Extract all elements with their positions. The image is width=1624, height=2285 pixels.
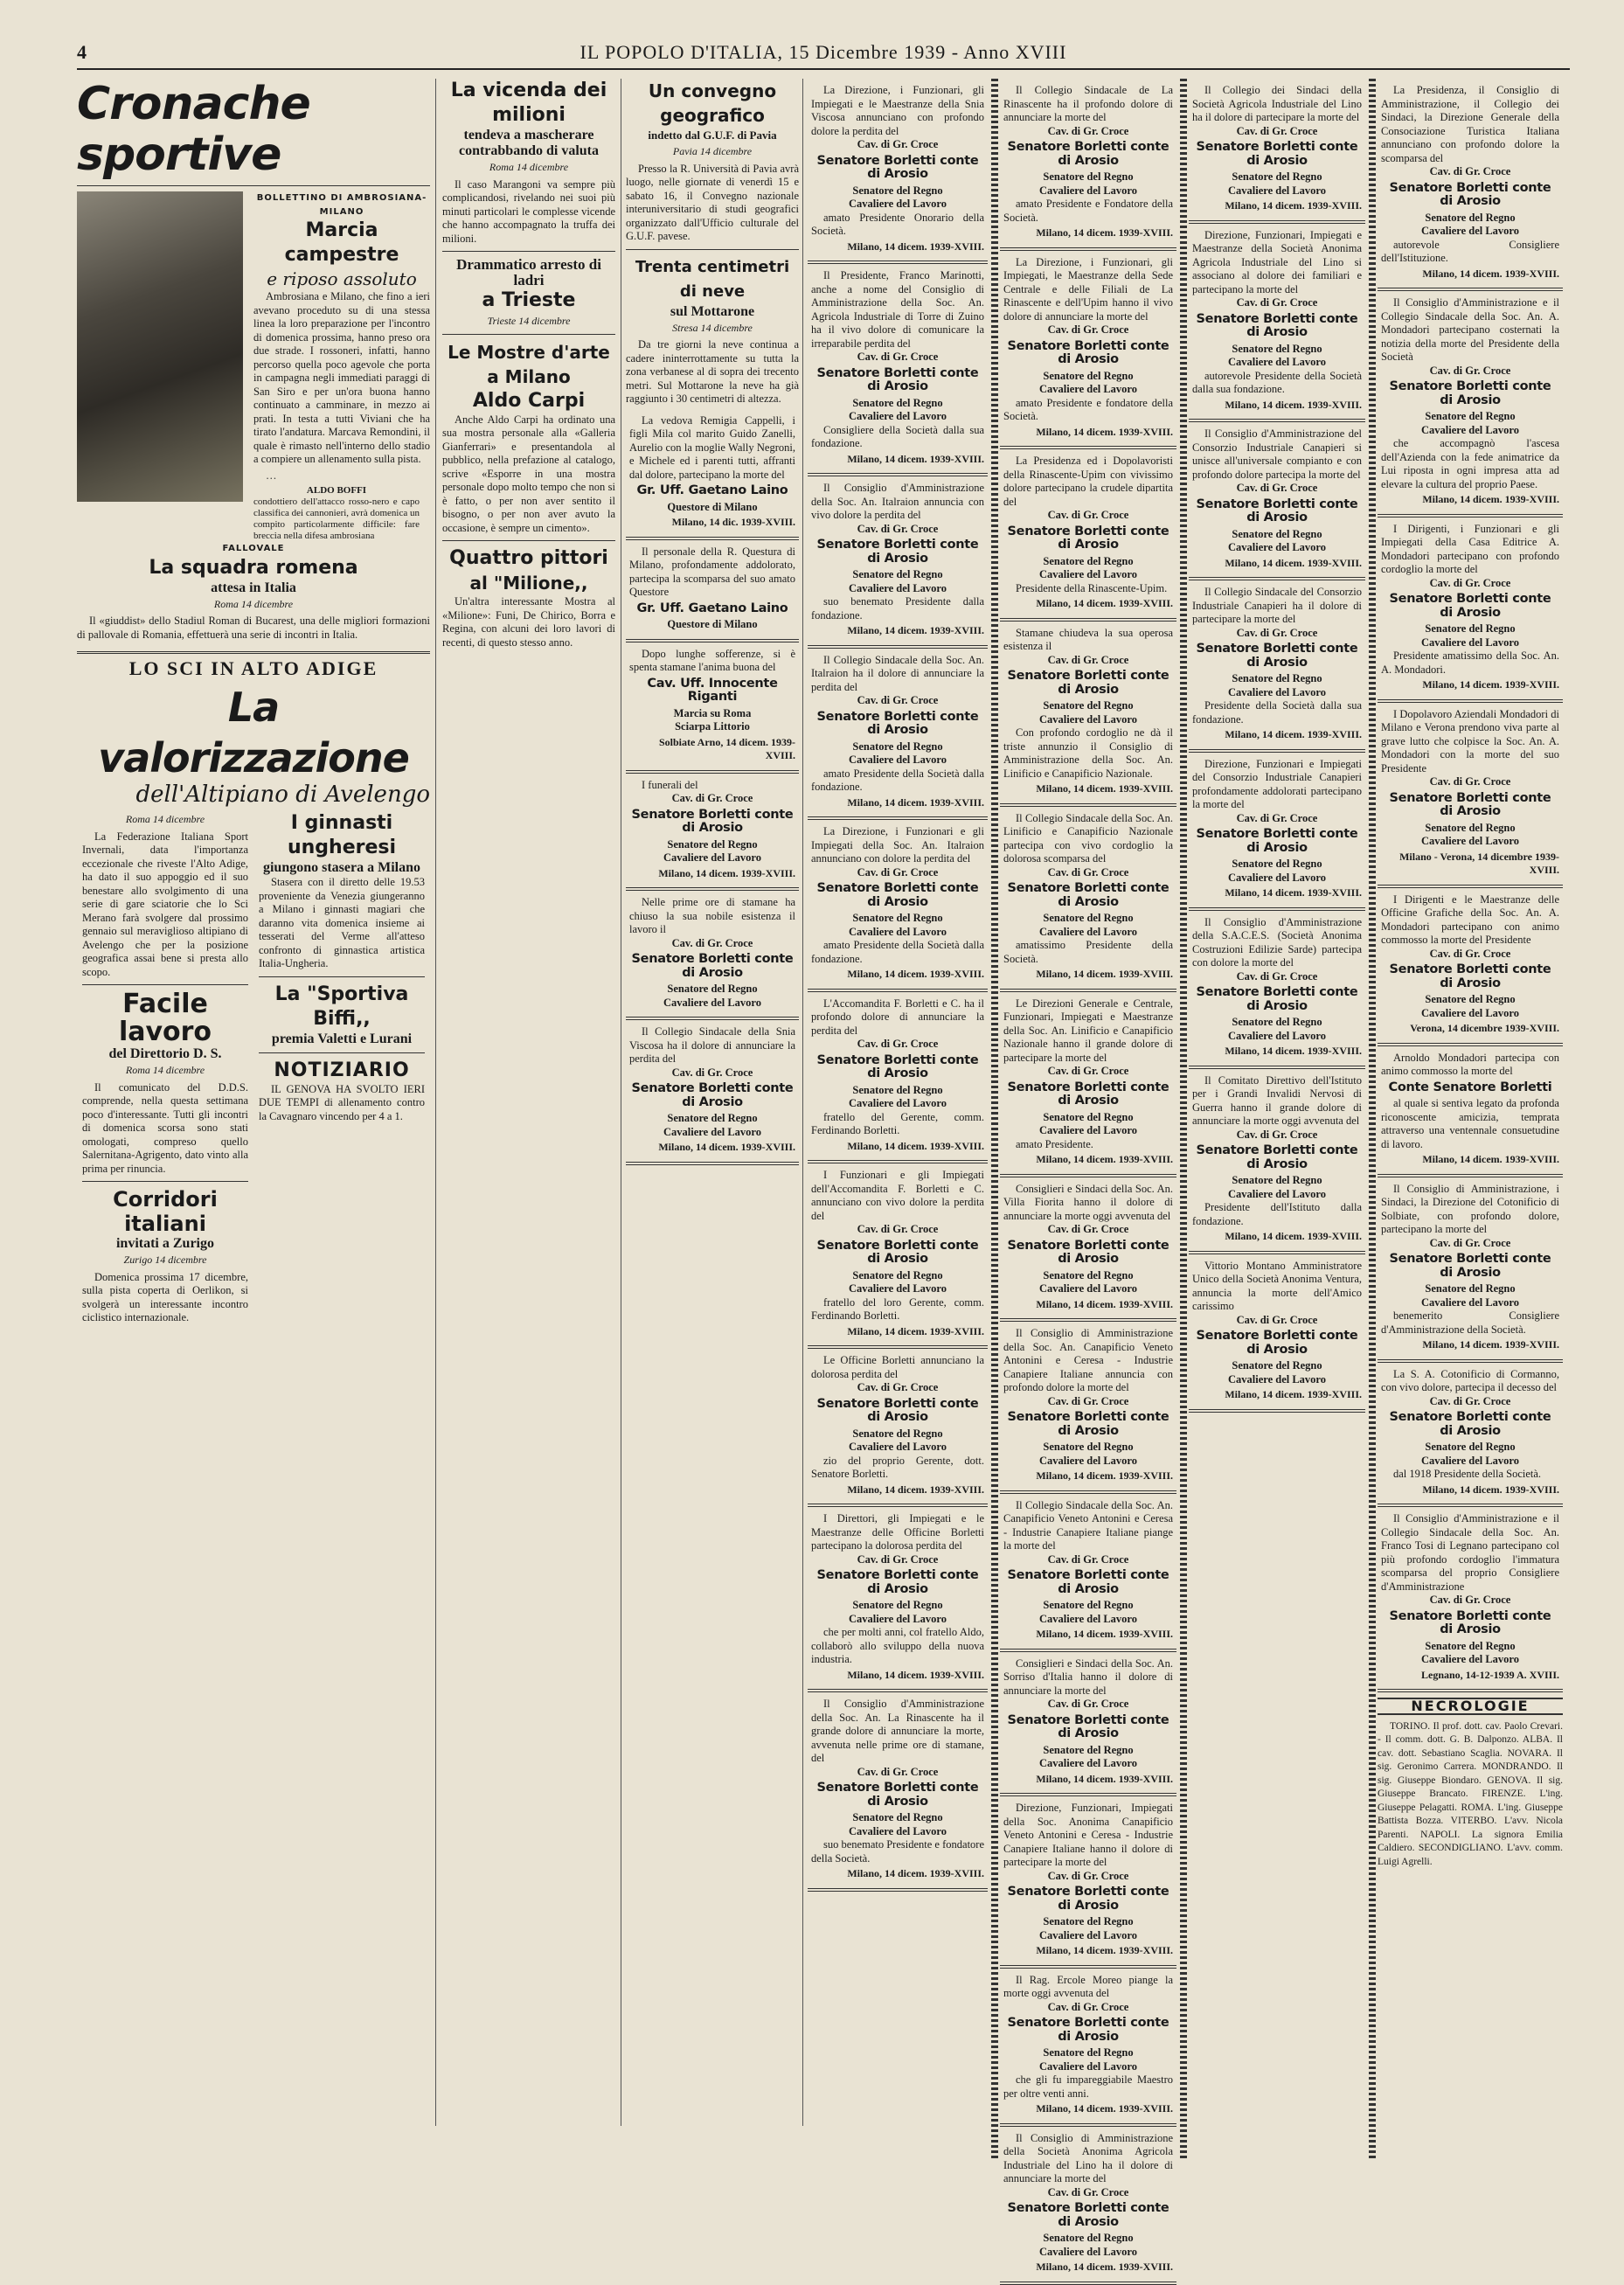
article-body: Un'altra interessante Mostra al «Milione»: Funi, De Chirico, Borra e Regina, con alcuni dei loro lavori di recenti, di questo stesso anno. (442, 595, 615, 649)
subheadline: giungono stasera a Milano (262, 860, 420, 875)
subheadline: tendeva a mascherare (463, 128, 594, 142)
death-notice: Il Consiglio di Amministrazione della Società Anonima Agricola Industriale del Lino ha il dolore di annunciare la morte del Cav. di Gr. Croce Senatore Borletti conte di Arosio Senatore del Regno Cavaliere del Lavoro Milano, 14 dicem. 1939-XVIII. (1000, 2127, 1176, 2285)
dateline: Zurigo 14 dicembre (123, 1254, 207, 1266)
dateline: Pavia 14 dicembre (672, 145, 753, 157)
death-notice: Il Collegio dei Sindaci della Società Agricola Industriale del Lino ha il dolore di partecipare la morte del Cav. di Gr. Croce Senatore Borletti conte di Arosio Senatore del Regno Cavaliere del Lavoro Milano, 14 dicem. 1939-XVIII. (1189, 79, 1365, 224)
article-body: Il «giuddist» dello Stadiul Roman di Bucarest, una delle migliori formazioni di pallovale di Romania, effettuerà una serie di incontri in Italia. (77, 615, 430, 641)
death-notice: I Direttori, gli Impiegati e le Maestranze delle Officine Borletti partecipano la dolorosa perdita del Cav. di Gr. Croce Senatore Borletti conte di Arosio Senatore del Regno Cavaliere del Lavoro che per molti anni, col fratello Aldo, collaborò allo sviluppo della nuova industria. Milano, 14 dicem. 1939-XVIII. (808, 1507, 988, 1692)
headline: I ginnasti ungheresi (287, 812, 397, 858)
subheadline: al "Milione,, (469, 573, 588, 594)
article-body: Il caso Marangoni va sempre più complicandosi, rivelando nei suoi più minuti particolari le complesse vicende che hanno accompagnato la truffa dei milioni. (442, 177, 615, 245)
death-notice: Il Collegio Sindacale della Soc. An. Linificio e Canapificio Nazionale partecipa con vivo cordoglio la dolorosa scomparsa del Cav. di Gr. Croce Senatore Borletti conte di Arosio Senatore del Regno Cavaliere del Lavoro amatissimo Presidente della Società. Milano, 14 dicem. 1939-XVIII. (1000, 807, 1176, 992)
page-number: 4 (77, 41, 87, 63)
headline: Marcia campestre (284, 219, 399, 266)
kicker: FALLOVALE (222, 544, 285, 553)
death-notice: Stamane chiudeva la sua operosa esistenza il Cav. di Gr. Croce Senatore Borletti conte di Arosio Senatore del Regno Cavaliere del Lavoro Con profondo cordoglio ne dà il triste annunzio il Consiglio di Amministrazione della Soc. An. Linificio e Canapificio Nazionale. Milano, 14 dicem. 1939-XVIII. (1000, 622, 1176, 807)
rule-band (991, 79, 998, 2159)
kicker: BOLLETTINO DI AMBROSIANA-MILANO (256, 193, 427, 217)
death-notice: L'Accomandita F. Borletti e C. ha il profondo dolore di annunciare la perdita del Cav. di Gr. Croce Senatore Borletti conte di Arosio Senatore del Regno Cavaliere del Lavoro fratello del Gerente, comm. Ferdinando Borletti. Milano, 14 dicem. 1939-XVIII. (808, 992, 988, 1164)
dateline: Roma 14 dicembre (125, 813, 205, 825)
death-notice: Il Collegio Sindacale della Snia Viscosa ha il dolore di annunciare la perdita del Cav. di Gr. Croce Senatore Borletti conte di Arosio Senatore del Regno Cavaliere del Lavoro Milano, 14 dicem. 1939-XVIII. (626, 1020, 799, 1165)
death-notice: I Dirigenti e le Maestranze delle Officine Grafiche della Soc. An. A. Mondadori partecipano con animo commosso la morte del Presidente Cav. di Gr. Croce Senatore Borletti conte di Arosio Senatore del Regno Cavaliere del Lavoro Verona, 14 dicembre 1939-XVIII. (1378, 888, 1563, 1046)
death-notice: Nelle prime ore di stamane ha chiuso la sua nobile esistenza il lavoro il Cav. di Gr. Croce Senatore Borletti conte di Arosio Senatore del Regno Cavaliere del Lavoro (626, 891, 799, 1020)
article-body: Domenica prossima 17 dicembre, sulla pista coperta di Oerlikon, si svolgerà un interessante incontro ciclistico internazionale. (82, 1270, 248, 1323)
article-body: La Federazione Italiana Sport Invernali, data l'importanza eccezionale che riveste l'Alto Adige, ha dato il suo appoggio ed il suo benestare allo svolgimento di una serie di gare sciatorie che lo Sci Merano farà svolgere dal prossimo gennaio sul meraviglioso altipiano di Avelengo che per la posizione geografica assai bene si presta allo scopo. (82, 830, 248, 978)
death-notice: La Direzione, i Funzionari, gli Impiegati e le Maestranze della Snia Viscosa annunciano con profondo dolore la perdita del Cav. di Gr. Croce Senatore Borletti conte di Arosio Senatore del Regno Cavaliere del Lavoro amato Presidente Onorario della Società. Milano, 14 dicem. 1939-XVIII. (808, 79, 988, 264)
sport-section (77, 79, 430, 2150)
headline: La "Sportiva Biffi,, (274, 983, 409, 1030)
headline: Trenta centimetri di neve (635, 257, 790, 301)
death-notice: Dopo lunghe sofferenze, si è spenta stamane l'anima buona del Cav. Uff. Innocente Riganti Marcia su Roma Sciarpa Littorio Solbiate Arno, 14 dicem. 1939-XVIII. (626, 642, 799, 774)
subheadline: sul Mottarone (670, 303, 755, 319)
death-notice: I funerali del Cav. di Gr. Croce Senatore Borletti conte di Arosio Senatore del Regno Cavaliere del Lavoro Milano, 14 dicem. 1939-XVIII. (626, 774, 799, 892)
death-notice: Consiglieri e Sindaci della Soc. An. Villa Fiorita hanno il dolore di annunciare la morte oggi avvenuta del Cav. di Gr. Croce Senatore Borletti conte di Arosio Senatore del Regno Cavaliere del Lavoro Milano, 14 dicem. 1939-XVIII. (1000, 1177, 1176, 1323)
news-column-3 (626, 79, 799, 2150)
rule-band (1369, 79, 1376, 2159)
death-notice: Il Consiglio d'Amministrazione della Soc. An. Italraion annuncia con vivo dolore la perdita del Cav. di Gr. Croce Senatore Borletti conte di Arosio Senatore del Regno Cavaliere del Lavoro suo benemato Presidente dalla fondazione. Milano, 14 dicem. 1939-XVIII. (808, 476, 988, 649)
subheadline: premia Valetti e Lurani (271, 1031, 413, 1046)
death-notice: I Dopolavoro Aziendali Mondadori di Milano e Verona prendono viva parte al grave lutto che colpisce la Soc. An. A. Mondadori con la morte del suo Presidente Cav. di Gr. Croce Senatore Borletti conte di Arosio Senatore del Regno Cavaliere del Lavoro Milano - Verona, 14 dicembre 1939-XVIII. (1378, 703, 1563, 888)
article-body: Da tre giorni la neve continua a cadere ininterrottamente su tutta la zona verbanese al di sopra dei trecento metri. Sul Mottarone la neve ha già raggiunto i 30 centimetri di altezza. (626, 338, 799, 405)
headline: La valorizzazione (98, 684, 409, 781)
notices-column-7 (1378, 79, 1563, 2150)
masthead (77, 37, 1570, 70)
article-body-cont: … (266, 469, 277, 482)
death-notice: I Dirigenti, i Funzionari e gli Impiegati della Casa Editrice A. Mondadori partecipano con profondo cordoglio la morte del Cav. di Gr. Croce Senatore Borletti conte di Arosio Senatore del Regno Cavaliere del Lavoro Presidente amatissimo della Soc. An. A. Mondadori. Milano, 14 dicem. 1939-XVIII. (1378, 517, 1563, 703)
article-body: Stasera con il diretto delle 19.53 proveniente da Venezia giungeranno a Milano i ginnasti magiari che daranno vita domenica insieme ai tesserati del Verme all'atteso confronto di ginnastica artistica Italia-Ungheria. (259, 876, 425, 969)
photo-caption: ALDO BOFFI condottiero dell'attacco rosso-nero e capo classifica dei cannonieri, avrà domenica un compito particolarmente difficile: fare breccia nella difesa ambrosiana (253, 485, 420, 541)
death-notice: La vedova Remigia Cappelli, i figli Mila col marito Guido Zanelli, Aurelio con la moglie Wally Negroni, e Michele ed i parenti tutti, affranti dal dolore, partecipano la morte del Gr. Uff. Gaetano Laino Questore di Milano Milano, 14 dic. 1939-XVIII. (626, 409, 799, 540)
dateline: Roma 14 dicembre (489, 161, 569, 173)
death-notice: Il personale della R. Questura di Milano, profondamente addolorato, partecipa la scomparsa del suo amato Questore Gr. Uff. Gaetano Laino Questore di Milano (626, 540, 799, 642)
headline: Un convegno geografico (648, 80, 777, 126)
death-notice: Vittorio Montano Amministratore Unico della Società Anonima Ventura, annuncia la morte dell'Amico carissimo Cav. di Gr. Croce Senatore Borletti conte di Arosio Senatore del Regno Cavaliere del Lavoro Milano, 14 dicem. 1939-XVIII. (1189, 1254, 1365, 1413)
section-heading: NECROLOGIE (1378, 1698, 1563, 1715)
subheadline: Aldo Carpi (472, 389, 586, 412)
death-notice: Direzione, Funzionari, Impiegati e Maestranze della Società Anonima Agricola Industriale del Lino si associano al dolore dei familiari e partecipano la morte del Cav. di Gr. Croce Senatore Borletti conte di Arosio Senatore del Regno Cavaliere del Lavoro autorevole Presidente della Società dalla sua fondazione. Milano, 14 dicem. 1939-XVIII. (1189, 224, 1365, 423)
subheadline: indetto dal G.U.F. di Pavia (648, 128, 777, 142)
subheadline: e riposo assoluto (267, 268, 417, 289)
death-notice: Il Consiglio d'Amministrazione del Consorzio Industriale Canapieri si unisce all'universale compianto e con profondo dolore partecipa la morte del Cav. di Gr. Croce Senatore Borletti conte di Arosio Senatore del Regno Cavaliere del Lavoro Milano, 14 dicem. 1939-XVIII. (1189, 422, 1365, 580)
death-notice: Il Consiglio d'Amministrazione della Soc. An. La Rinascente ha il grande dolore di annunciare la morte, avvenuta nelle prime ore di stamane, del Cav. di Gr. Croce Senatore Borletti conte di Arosio Senatore del Regno Cavaliere del Lavoro suo benemato Presidente e fondatore della Società. Milano, 14 dicem. 1939-XVIII. (808, 1692, 988, 1892)
news-column-2 (442, 79, 615, 2150)
subheadline: del Direttorio D. S. (108, 1046, 222, 1061)
running-head: IL POPOLO D'ITALIA, 15 Dicembre 1939 - Anno XVIII (580, 41, 1067, 63)
column-rule (435, 79, 436, 2126)
death-notice: Il Consiglio d'Amministrazione e il Collegio Sindacale della Soc. An. A. Mondadori partecipano costernati la notizia della morte del Presidente della Società Cav. di Gr. Croce Senatore Borletti conte di Arosio Senatore del Regno Cavaliere del Lavoro che accompagnò l'ascesa dell'Azienda con la fede animatrice da Lui riposta in ogni impresa atta ad elevare la cultura del proprio Paese. Milano, 14 dicem. 1939-XVIII. (1378, 291, 1563, 517)
death-notice: Il Collegio Sindacale della Soc. An. Canapificio Veneto Antonini e Ceresa - Industrie Canapiere Italiane piange la morte del Cav. di Gr. Croce Senatore Borletti conte di Arosio Senatore del Regno Cavaliere del Lavoro Milano, 14 dicem. 1939-XVIII. (1000, 1494, 1176, 1652)
subheadline: contrabbando di valuta (458, 143, 600, 158)
article-body: IL GENOVA HA SVOLTO IERI DUE TEMPI di allenamento contro la Cavagnaro vincendo per 4 a 1. (259, 1082, 425, 1122)
football-player-photo (77, 191, 243, 502)
death-notice: La Direzione, i Funzionari e gli Impiegati della Soc. An. Italraion annunciano con dolore la perdita del Cav. di Gr. Croce Senatore Borletti conte di Arosio Senatore del Regno Cavaliere del Lavoro amato Presidente della Società dalla fondazione. Milano, 14 dicem. 1939-XVIII. (808, 820, 988, 992)
dateline: Roma 14 dicembre (125, 1064, 205, 1076)
death-notice: Direzione, Funzionari e Impiegati del Consorzio Industriale Canapieri profondamente addolorati partecipano la morte del Cav. di Gr. Croce Senatore Borletti conte di Arosio Senatore del Regno Cavaliere del Lavoro Milano, 14 dicem. 1939-XVIII. (1189, 753, 1365, 911)
death-notice: Le Officine Borletti annunciano la dolorosa perdita del Cav. di Gr. Croce Senatore Borletti conte di Arosio Senatore del Regno Cavaliere del Lavoro zio del proprio Gerente, dott. Senatore Borletti. Milano, 14 dicem. 1939-XVIII. (808, 1349, 988, 1507)
death-notice: La Direzione, i Funzionari, gli Impiegati, le Maestranze della Sede Centrale e delle Filiali de La Rinascente e dell'Upim hanno il vivo dolore di annunciare la morte del Cav. di Gr. Croce Senatore Borletti conte di Arosio Senatore del Regno Cavaliere del Lavoro amato Presidente e fondatore della Società. Milano, 14 dicem. 1939-XVIII. (1000, 251, 1176, 450)
subheadline: attesa in Italia (211, 580, 296, 595)
article-body: Ambrosiana e Milano, che fino a ieri avevano proceduto su di una stessa linea la loro preparazione per l'incontro di domenica prossima, hanno preso ora due strade. I rossoneri, infatti, hanno percorso quella poco agevole che porta in campagna negli immediati paraggi di San Siro e per un'ora buona hanno continuato a camminare, in mezzo ai prati. In testa a tutti Viviani che ha tirato l'andatura. Marcava Remondini, il quale è rimasto nell'interno dello stadio a compiere un allenamento sulla pista. (253, 290, 430, 465)
section-title: Cronache sportive (77, 78, 310, 181)
death-notice: La S. A. Cotonificio di Cormanno, con vivo dolore, partecipa il decesso del Cav. di Gr. Croce Senatore Borletti conte di Arosio Senatore del Regno Cavaliere del Lavoro dal 1918 Presidente della Società. Milano, 14 dicem. 1939-XVIII. (1378, 1363, 1563, 1508)
death-notice: Il Consiglio di Amministrazione, i Sindaci, la Direzione del Cotonificio di Solbiate, con profondo dolore, partecipano la morte del Cav. di Gr. Croce Senatore Borletti conte di Arosio Senatore del Regno Cavaliere del Lavoro benemerito Consigliere d'Amministrazione della Società. Milano, 14 dicem. 1939-XVIII. (1378, 1177, 1563, 1363)
headline: NOTIZIARIO (274, 1059, 410, 1081)
death-notice: Il Presidente, Franco Marinotti, anche a nome del Consiglio di Amministrazione della Soc. An. Agricola Industriale di Torre di Zuino ha il vivo dolore di comunicare la irreparabile perdita del Cav. di Gr. Croce Senatore Borletti conte di Arosio Senatore del Regno Cavaliere del Lavoro Consigliere della Società dalla sua fondazione. Milano, 14 dicem. 1939-XVIII. (808, 264, 988, 476)
column-rule (802, 79, 803, 2126)
headline: Facile lavoro (118, 989, 212, 1047)
subheadline: a Trieste (482, 289, 576, 311)
death-notice: Il Collegio Sindacale del Consorzio Industriale Canapieri ha il dolore di partecipare la morte del Cav. di Gr. Croce Senatore Borletti conte di Arosio Senatore del Regno Cavaliere del Lavoro Presidente della Società dalla sua fondazione. Milano, 14 dicem. 1939-XVIII. (1189, 580, 1365, 753)
subheadline: invitati a Zurigo (115, 1236, 214, 1251)
death-notice: Il Collegio Sindacale della Soc. An. Italraion ha il dolore di annunciare la perdita del Cav. di Gr. Croce Senatore Borletti conte di Arosio Senatore del Regno Cavaliere del Lavoro amato Presidente della Società dalla fondazione. Milano, 14 dicem. 1939-XVIII. (808, 649, 988, 821)
death-notice: Consiglieri e Sindaci della Soc. An. Sorriso d'Italia hanno il dolore di annunciare la morte del Cav. di Gr. Croce Senatore Borletti conte di Arosio Senatore del Regno Cavaliere del Lavoro Milano, 14 dicem. 1939-XVIII. (1000, 1652, 1176, 1797)
kicker: LO SCI IN ALTO ADIGE (128, 657, 378, 679)
death-notice: Il Collegio Sindacale de La Rinascente ha il profondo dolore di annunciare la morte del Cav. di Gr. Croce Senatore Borletti conte di Arosio Senatore del Regno Cavaliere del Lavoro amato Presidente e Fondatore della Società. Milano, 14 dicem. 1939-XVIII. (1000, 79, 1176, 251)
headline: La squadra romena (149, 556, 358, 579)
death-notice: Il Comitato Direttivo dell'Istituto per i Grandi Invalidi Nervosi di Guerra hanno il grande dolore di annunciare la morte oggi avvenuta del Cav. di Gr. Croce Senatore Borletti conte di Arosio Senatore del Regno Cavaliere del Lavoro Presidente dell'Istituto dalla fondazione. Milano, 14 dicem. 1939-XVIII. (1189, 1069, 1365, 1254)
article-body: Il comunicato del D.D.S. comprende, nella questa settimana poco d'interessante. Tutti gli incontri di domenica scorsa sono stati omologati, compreso quello Salernitana-Agrigento, dato vinto alla prima per rinuncia. (82, 1080, 248, 1175)
headline: La vicenda dei milioni (450, 80, 607, 126)
death-notice: Il Consiglio d'Amministrazione e il Collegio Sindacale della Soc. An. Franco Tosi di Legnano partecipano col più profondo cordoglio l'immatura scomparsa del proprio Consigliere d'Amministrazione Cav. di Gr. Croce Senatore Borletti conte di Arosio Senatore del Regno Cavaliere del Lavoro Legnano, 14-12-1939 A. XVIII. (1378, 1507, 1563, 1692)
notices-column-5 (1000, 79, 1176, 2273)
death-notice: Il Rag. Ercole Moreo piange la morte oggi avvenuta del Cav. di Gr. Croce Senatore Borletti conte di Arosio Senatore del Regno Cavaliere del Lavoro che gli fu impareggiabile Maestro per oltre venti anni. Milano, 14 dicem. 1939-XVIII. (1000, 1969, 1176, 2127)
death-notice: La Presidenza, il Consiglio di Amministrazione, il Collegio dei Sindaci, la Direzione Generale della Consociazione Turistica Italiana annunciano con profondo dolore la scomparsa del Cav. di Gr. Croce Senatore Borletti conte di Arosio Senatore del Regno Cavaliere del Lavoro autorevole Consigliere dell'Istituzione. Milano, 14 dicem. 1939-XVIII. (1378, 79, 1563, 291)
notices-column-6 (1189, 79, 1365, 2150)
death-notice: Le Direzioni Generale e Centrale, Funzionari, Impiegati e Maestranze della Soc. An. Linificio e Canapificio Nazionale hanno il grande dolore di partecipare la morte del Cav. di Gr. Croce Senatore Borletti conte di Arosio Senatore del Regno Cavaliere del Lavoro amato Presidente. Milano, 14 dicem. 1939-XVIII. (1000, 992, 1176, 1177)
necrology-list: TORINO. Il prof. dott. cav. Paolo Crevari. - Il comm. dott. G. B. Dalponzo. ALBA. Il cav. dott. Sebastiano Scaglia. NOVARA. Il sig. Geronimo Carrera. MONDRANDO. Il sig. Giuseppe Biondaro. GENOVA. Il sig. Giuseppe Brancato. FIRENZE. L'ing. Giuseppe Pelagatti. ROMA. L'ing. Giuseppe Battista Bozza. VITERBO. L'avv. Nicola Parenti. NAPOLI. La signora Emilia Caldiero. SECONDIGLIANO. L'avv. comm. Luigi Agrelli. (1378, 1720, 1563, 1867)
dateline: Roma 14 dicembre (213, 597, 294, 610)
rule-band (1180, 79, 1187, 2159)
dateline: Trieste 14 dicembre (487, 315, 571, 327)
death-notice: Il Consiglio d'Amministrazione della S.A.C.E.S. (Società Anonima Costruzioni Edilizie Sarde) partecipa con dolore la morte del Cav. di Gr. Croce Senatore Borletti conte di Arosio Senatore del Regno Cavaliere del Lavoro Milano, 14 dicem. 1939-XVIII. (1189, 911, 1365, 1069)
headline: Le Mostre d'arte a Milano (448, 341, 610, 387)
headline: Drammatico arresto di ladri (456, 256, 601, 288)
headline: Quattro pittori (449, 547, 608, 569)
death-notice: I Funzionari e gli Impiegati dell'Accomandita F. Borletti e C. annunciano con vivo dolore la perdita del Cav. di Gr. Croce Senatore Borletti conte di Arosio Senatore del Regno Cavaliere del Lavoro fratello del loro Gerente, comm. Ferdinando Borletti. Milano, 14 dicem. 1939-XVIII. (808, 1163, 988, 1349)
article-body: Presso la R. Università di Pavia avrà luogo, nelle giornate di venerdì 15 e sabato 16, il Convegno nazionale interuniversitario di studi geografici organizzato dall'Ufficio culturale del G.U.F. pavese. (626, 162, 799, 242)
subheadline: dell'Altipiano di Avelengo (135, 781, 430, 808)
death-notice: Arnoldo Mondadori partecipa con animo commosso la morte del Conte Senatore Borletti al quale si sentiva legato da profonda riconoscente amicizia, temprata attraverso una ventennale consuetudine di lavoro. Milano, 14 dicem. 1939-XVIII. (1378, 1046, 1563, 1177)
dateline: Stresa 14 dicembre (672, 321, 753, 334)
article-body: Anche Aldo Carpi ha ordinato una sua mostra personale alla «Galleria Gianferrari» e presentandola al pubblico, nella prefazione al catalogo, scrive «Esporre in una mostra personale dopo molto tempo che non si è fatto, o per non aver sentito il bisogno, o per non aver avuto la occasione, è sempre un cimento». (442, 413, 615, 534)
death-notice: Il Consiglio di Amministrazione della Soc. An. Canapificio Veneto Antonini e Ceresa - Industrie Canapiere Italiane annuncia con profondo dolore la morte del Cav. di Gr. Croce Senatore Borletti conte di Arosio Senatore del Regno Cavaliere del Lavoro Milano, 14 dicem. 1939-XVIII. (1000, 1322, 1176, 1494)
headline: Corridori italiani (113, 1187, 218, 1236)
death-notice: Direzione, Funzionari, Impiegati della Soc. Anonima Canapificio Veneto Antonini e Ceresa - Industrie Canapiere Italiane hanno il dolore di partecipare la morte del Cav. di Gr. Croce Senatore Borletti conte di Arosio Senatore del Regno Cavaliere del Lavoro Milano, 14 dicem. 1939-XVIII. (1000, 1796, 1176, 1969)
notices-column-4 (808, 79, 988, 2150)
death-notice: La Presidenza ed i Dopolavoristi della Rinascente-Upim con vivissimo dolore partecipano la crudele dipartita del Cav. di Gr. Croce Senatore Borletti conte di Arosio Senatore del Regno Cavaliere del Lavoro Presidente della Rinascente-Upim. Milano, 14 dicem. 1939-XVIII. (1000, 449, 1176, 622)
